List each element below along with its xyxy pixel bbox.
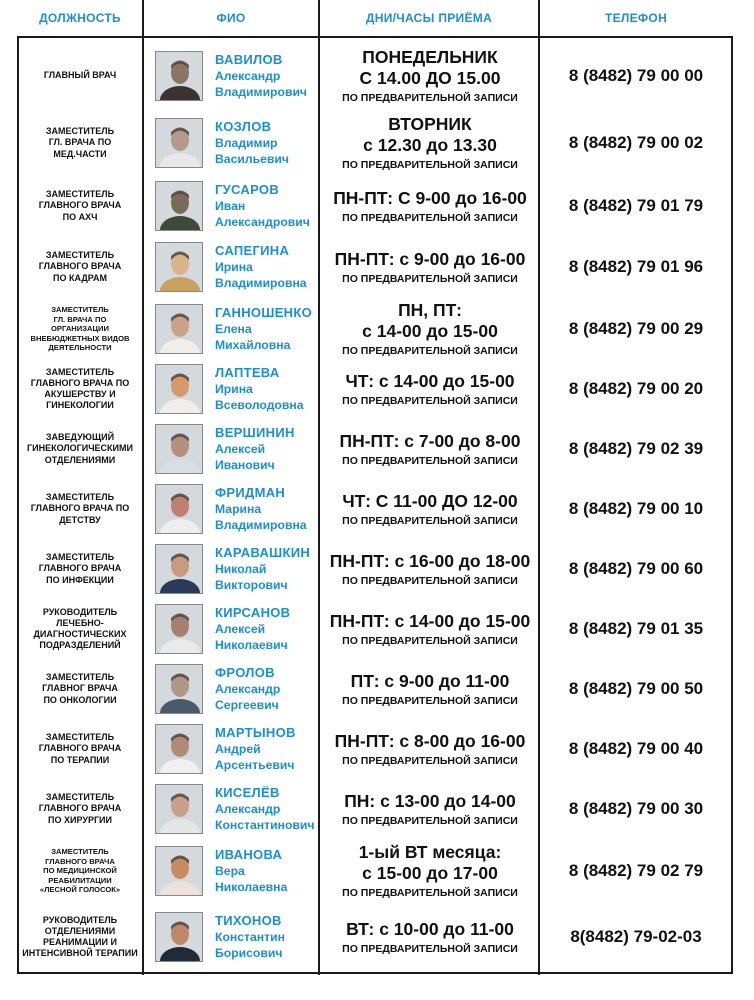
position-line: ЗАМЕСТИТЕЛЬ — [45, 366, 115, 377]
position-line: ВНЕБЮДЖЕТНЫХ ВИДОВ — [30, 333, 130, 343]
table-row — [17, 840, 733, 902]
surname: ФРИДМАН — [215, 485, 286, 500]
table-row — [17, 540, 733, 598]
portrait-icon — [156, 119, 203, 168]
position-cell — [17, 904, 143, 970]
portrait-icon — [156, 605, 203, 654]
position-line: ПОДРАЗДЕЛЕНИЙ — [39, 640, 121, 651]
position-line: ГИНЕКОЛОГИИ — [46, 400, 114, 411]
given-name: Владимир — [215, 136, 278, 150]
person-name — [215, 785, 335, 833]
hours-line: с 14-00 до 15-00 — [362, 321, 498, 341]
person-name — [215, 425, 335, 473]
hours-line: ПН: с 13-00 до 14-00 — [344, 791, 516, 811]
given-name: Вера — [215, 864, 245, 878]
phone-number: 8(8482) 79-02-03 — [570, 927, 702, 946]
phone-number: 8 (8482) 79 01 96 — [568, 257, 704, 276]
portrait-icon — [156, 305, 203, 354]
position-line: ГЛАВНОГО ВРАЧА — [38, 803, 122, 814]
person-name — [215, 182, 335, 230]
appointment-note: ПО ПРЕДВАРИТЕЛЬНОЙ ЗАПИСИ — [342, 815, 518, 827]
avatar — [155, 181, 203, 231]
given-name: Владимировна — [215, 518, 307, 532]
appointment-note: ПО ПРЕДВАРИТЕЛЬНОЙ ЗАПИСИ — [342, 887, 518, 899]
phone-number: 8 (8482) 79 00 40 — [568, 739, 704, 758]
reception-hours — [321, 114, 539, 172]
header-phone: ТЕЛЕФОН — [604, 11, 668, 25]
given-name: Константинович — [215, 818, 315, 832]
given-name: Борисович — [215, 946, 283, 960]
given-name: Алексей — [215, 442, 266, 456]
position-cell — [17, 780, 143, 838]
position-cell — [17, 660, 143, 718]
hours-line: С 14.00 ДО 15.00 — [359, 68, 501, 88]
appointment-note: ПО ПРЕДВАРИТЕЛЬНОЙ ЗАПИСИ — [342, 273, 518, 285]
reception-hours — [321, 611, 539, 648]
reception-hours — [321, 300, 539, 358]
position-line: «ЛЕСНОЙ ГОЛОСОК» — [39, 885, 121, 895]
avatar — [155, 424, 203, 474]
position-line: ДИАГНОСТИЧЕСКИХ — [33, 629, 127, 639]
hours-line: ВТОРНИК — [388, 114, 472, 134]
appointment-note: ПО ПРЕДВАРИТЕЛЬНОЙ ЗАПИСИ — [342, 635, 518, 647]
given-name: Марина — [215, 502, 262, 516]
position-line: ЗАМЕСТИТЕЛЬ — [45, 552, 115, 563]
position-line: ГЛ. ВРАЧА ПО — [48, 137, 112, 148]
position-cell — [17, 298, 143, 360]
hours-line: ПН-ПТ: с 16-00 до 18-00 — [329, 551, 531, 571]
surname: КАРАВАШКИН — [215, 545, 311, 560]
hours-line: ЧТ: С 11-00 ДО 12-00 — [342, 491, 518, 511]
table-row — [17, 660, 733, 718]
position-line: ПО ОНКОЛОГИИ — [43, 694, 117, 705]
surname: МАРТЫНОВ — [215, 725, 296, 740]
avatar — [155, 604, 203, 654]
position-line: ГЛАВНОГО ВРАЧА — [38, 743, 122, 754]
portrait-icon — [156, 913, 203, 962]
avatar — [155, 664, 203, 714]
position-cell — [17, 176, 143, 236]
position-line: ГЛАВНОГО ВРАЧА ПО — [30, 377, 130, 388]
phone-number: 8 (8482) 79 00 00 — [568, 66, 704, 85]
position-line: ГИНЕКОЛОГИЧЕСКИМИ — [27, 443, 133, 454]
surname: ГАННОШЕНКО — [215, 305, 312, 320]
portrait-icon — [156, 365, 203, 414]
table-row — [17, 600, 733, 658]
person-name — [215, 52, 335, 100]
reception-hours — [321, 551, 539, 588]
surname: ГУСАРОВ — [215, 182, 280, 197]
phone-number: 8 (8482) 79 02 39 — [568, 439, 704, 458]
header-hours: ДНИ/ЧАСЫ ПРИЁМА — [365, 11, 493, 25]
table-row — [17, 42, 733, 110]
position-line: ОТДЕЛЕНИЯМИ — [44, 925, 116, 936]
surname: САПЕГИНА — [215, 243, 290, 258]
given-name: Алексей — [215, 622, 266, 636]
phone-number: 8 (8482) 79 00 02 — [568, 133, 704, 152]
table-row — [17, 238, 733, 296]
hours-line: ПН-ПТ: с 8-00 до 16-00 — [334, 731, 526, 751]
avatar — [155, 242, 203, 292]
person-name — [215, 665, 335, 713]
phone-number: 8 (8482) 79 00 30 — [568, 799, 704, 818]
avatar — [155, 912, 203, 962]
position-line: ПО ТЕРАПИИ — [50, 754, 110, 765]
given-name: Андрей — [215, 742, 261, 756]
position-cell — [17, 540, 143, 598]
position-line: ЗАМЕСТИТЕЛЬ — [45, 189, 115, 200]
position-line: ЗАМЕСТИТЕЛЬ — [45, 126, 115, 137]
position-cell — [17, 480, 143, 538]
given-name: Владимировна — [215, 276, 307, 290]
table-row — [17, 176, 733, 236]
table-row — [17, 360, 733, 418]
phone-number: 8 (8482) 79 01 35 — [568, 619, 704, 638]
given-name: Иван — [215, 199, 246, 213]
portrait-icon — [156, 545, 203, 594]
hours-line: ВТ: с 10-00 до 11-00 — [346, 919, 514, 939]
person-name — [215, 243, 335, 291]
position-cell — [17, 720, 143, 778]
hours-line: ЧТ: с 14-00 до 15-00 — [345, 371, 515, 391]
position-line: АКУШЕРСТВУ И — [44, 389, 116, 399]
position-line: ЗАМЕСТИТЕЛЬ — [45, 732, 115, 743]
position-line: РЕАНИМАЦИИ И — [43, 937, 117, 947]
position-line: МЕД.ЧАСТИ — [53, 148, 107, 159]
given-name: Иванович — [215, 458, 275, 472]
reception-hours — [321, 47, 539, 105]
reception-hours — [321, 249, 539, 286]
hours-line: ПН-ПТ: с 14-00 до 15-00 — [329, 611, 531, 631]
given-name: Александр — [215, 69, 281, 83]
surname: ВАВИЛОВ — [215, 52, 283, 67]
reception-hours — [321, 919, 539, 956]
given-name: Александр — [215, 802, 281, 816]
appointment-note: ПО ПРЕДВАРИТЕЛЬНОЙ ЗАПИСИ — [342, 395, 518, 407]
portrait-icon — [156, 182, 203, 231]
position-line: ГЛАВНЫЙ ВРАЧ — [43, 70, 117, 81]
appointment-note: ПО ПРЕДВАРИТЕЛЬНОЙ ЗАПИСИ — [342, 92, 518, 104]
appointment-note: ПО ПРЕДВАРИТЕЛЬНОЙ ЗАПИСИ — [342, 695, 518, 707]
position-line: ЗАМЕСТИТЕЛЬ — [45, 672, 115, 683]
avatar — [155, 304, 203, 354]
portrait-icon — [156, 485, 203, 534]
given-name: Елена — [215, 322, 252, 336]
position-line: ПО АХЧ — [62, 211, 98, 222]
table-row — [17, 420, 733, 478]
position-cell — [17, 42, 143, 110]
given-name: Васильевич — [215, 152, 289, 166]
hours-line: ПТ: с 9-00 до 11-00 — [350, 671, 510, 691]
position-line: ГЛАВНОГО ВРАЧА ПО — [30, 503, 130, 514]
appointment-note: ПО ПРЕДВАРИТЕЛЬНОЙ ЗАПИСИ — [342, 943, 518, 955]
hours-line: 1-ый ВТ месяца: — [358, 842, 502, 862]
person-name — [215, 913, 335, 961]
given-name: Николаевич — [215, 638, 288, 652]
surname: КОЗЛОВ — [215, 119, 272, 134]
hours-line: с 15-00 до 17-00 — [362, 863, 498, 883]
position-cell — [17, 600, 143, 658]
given-name: Николаевна — [215, 880, 288, 894]
reception-hours — [321, 671, 539, 708]
header-name: ФИО — [216, 11, 246, 25]
position-line: РУКОВОДИТЕЛЬ — [42, 914, 118, 925]
position-line: ГЛ. ВРАЧА ПО — [53, 314, 107, 324]
position-line: ЗАМЕСТИТЕЛЬ — [45, 792, 115, 803]
phone-number: 8 (8482) 79 01 79 — [568, 196, 704, 215]
phone-number: 8 (8482) 79 00 29 — [568, 319, 704, 338]
given-name: Владимирович — [215, 85, 308, 99]
position-line: ПО КАДРАМ — [53, 272, 107, 283]
given-name: Александрович — [215, 215, 310, 229]
position-cell — [17, 238, 143, 296]
hours-line: ПН, ПТ: — [398, 300, 462, 320]
table-row — [17, 480, 733, 538]
appointment-note: ПО ПРЕДВАРИТЕЛЬНОЙ ЗАПИСИ — [342, 455, 518, 467]
position-line: ГЛАВНОГО ВРАЧА — [38, 261, 122, 272]
surname: ЛАПТЕВА — [215, 365, 280, 380]
position-line: ИНТЕНСИВНОЙ ТЕРАПИИ — [22, 948, 138, 959]
given-name: Ирина — [215, 382, 253, 396]
portrait-icon — [156, 725, 203, 774]
given-name: Константин — [215, 930, 285, 944]
portrait-icon — [156, 52, 203, 101]
portrait-icon — [156, 243, 203, 292]
reception-hours — [321, 431, 539, 468]
phone-number: 8 (8482) 79 02 79 — [568, 861, 704, 880]
given-name: Александр — [215, 682, 281, 696]
position-cell — [17, 840, 143, 902]
avatar — [155, 846, 203, 896]
phone-number: 8 (8482) 79 00 60 — [568, 559, 704, 578]
position-cell — [17, 112, 143, 174]
phone-number: 8 (8482) 79 00 20 — [568, 379, 704, 398]
surname: ФРОЛОВ — [215, 665, 275, 680]
given-name: Викторович — [215, 578, 288, 592]
position-line: ОТДЕЛЕНИЯМИ — [44, 454, 116, 465]
reception-hours — [321, 371, 539, 408]
hours-line: ПН-ПТ: с 9-00 до 16-00 — [334, 249, 526, 269]
position-line: РУКОВОДИТЕЛЬ — [42, 606, 118, 617]
phone-number: 8 (8482) 79 00 50 — [568, 679, 704, 698]
avatar — [155, 544, 203, 594]
person-name — [215, 485, 335, 533]
reception-hours — [321, 491, 539, 528]
given-name: Михайловна — [215, 338, 291, 352]
given-name: Арсентьевич — [215, 758, 295, 772]
position-line: ЛЕЧЕБНО- — [56, 617, 104, 628]
avatar — [155, 484, 203, 534]
position-line: ГЛАВНОГО ВРАЧА — [38, 200, 122, 211]
given-name: Всеволодовна — [215, 398, 304, 412]
position-line: ЗАВЕДУЮЩИЙ — [45, 432, 115, 443]
given-name: Николай — [215, 562, 267, 576]
position-line: ЗАМЕСТИТЕЛЬ — [45, 250, 115, 261]
surname: ВЕРШИНИН — [215, 425, 295, 440]
position-cell — [17, 360, 143, 418]
position-line: ОРГАНИЗАЦИИ — [51, 324, 109, 334]
table-row — [17, 720, 733, 778]
position-line: ПО МЕДИЦИНСКОЙ — [43, 866, 117, 876]
table-row — [17, 112, 733, 174]
position-line: ПО ХИРУРГИИ — [48, 814, 112, 825]
position-line: ЗАМЕСТИТЕЛЬ — [45, 492, 115, 503]
appointment-note: ПО ПРЕДВАРИТЕЛЬНОЙ ЗАПИСИ — [342, 755, 518, 767]
position-line: ДЕЯТЕЛЬНОСТИ — [48, 343, 112, 353]
surname: ТИХОНОВ — [215, 913, 282, 928]
phone-number: 8 (8482) 79 00 10 — [568, 499, 704, 518]
surname: ИВАНОВА — [215, 847, 283, 862]
hours-line: ПН-ПТ: с 7-00 до 8-00 — [339, 431, 521, 451]
table-row — [17, 780, 733, 838]
avatar — [155, 51, 203, 101]
person-name — [215, 545, 335, 593]
table-header — [0, 0, 754, 36]
avatar — [155, 724, 203, 774]
table-row — [17, 298, 733, 360]
header-position: ДОЛЖНОСТЬ — [39, 11, 121, 25]
position-line: ЗАМЕСТИТЕЛЬ — [51, 305, 109, 315]
hours-line: с 12.30 до 13.30 — [363, 135, 497, 155]
position-line: ПО ИНФЕКЦИИ — [46, 574, 114, 585]
position-line: РЕАБИЛИТАЦИИ — [48, 875, 112, 885]
portrait-icon — [156, 665, 203, 714]
reception-hours — [321, 188, 539, 225]
given-name: Ирина — [215, 260, 253, 274]
person-name — [215, 725, 335, 773]
position-line: ГЛАВНОГО ВРАЧА — [38, 563, 122, 574]
person-name — [215, 365, 335, 413]
appointment-note: ПО ПРЕДВАРИТЕЛЬНОЙ ЗАПИСИ — [342, 159, 518, 171]
person-name — [215, 305, 335, 353]
portrait-icon — [156, 785, 203, 834]
appointment-note: ПО ПРЕДВАРИТЕЛЬНОЙ ЗАПИСИ — [342, 515, 518, 527]
position-line: ГЛАВНОГ ВРАЧА — [42, 683, 118, 694]
person-name — [215, 119, 335, 167]
avatar — [155, 784, 203, 834]
position-cell — [17, 420, 143, 478]
position-line: ЗАМЕСТИТЕЛЬ — [51, 847, 109, 857]
appointment-note: ПО ПРЕДВАРИТЕЛЬНОЙ ЗАПИСИ — [342, 212, 518, 224]
person-name — [215, 605, 335, 653]
given-name: Сергеевич — [215, 698, 279, 712]
reception-hours — [321, 731, 539, 768]
position-line: ДЕТСТВУ — [59, 514, 101, 525]
portrait-icon — [156, 425, 203, 474]
reception-hours — [321, 842, 539, 900]
portrait-icon — [156, 847, 203, 896]
hours-line: ПН-ПТ: С 9-00 до 16-00 — [333, 188, 527, 208]
avatar — [155, 118, 203, 168]
hours-line: ПОНЕДЕЛЬНИК — [362, 47, 498, 67]
reception-hours — [321, 791, 539, 828]
table-row — [17, 904, 733, 970]
position-line: ГЛАВНОГО ВРАЧА — [45, 856, 115, 866]
surname: КИРСАНОВ — [215, 605, 291, 620]
surname: КИСЕЛЁВ — [215, 785, 280, 800]
appointment-note: ПО ПРЕДВАРИТЕЛЬНОЙ ЗАПИСИ — [342, 345, 518, 357]
avatar — [155, 364, 203, 414]
person-name — [215, 847, 335, 895]
appointment-note: ПО ПРЕДВАРИТЕЛЬНОЙ ЗАПИСИ — [342, 575, 518, 587]
